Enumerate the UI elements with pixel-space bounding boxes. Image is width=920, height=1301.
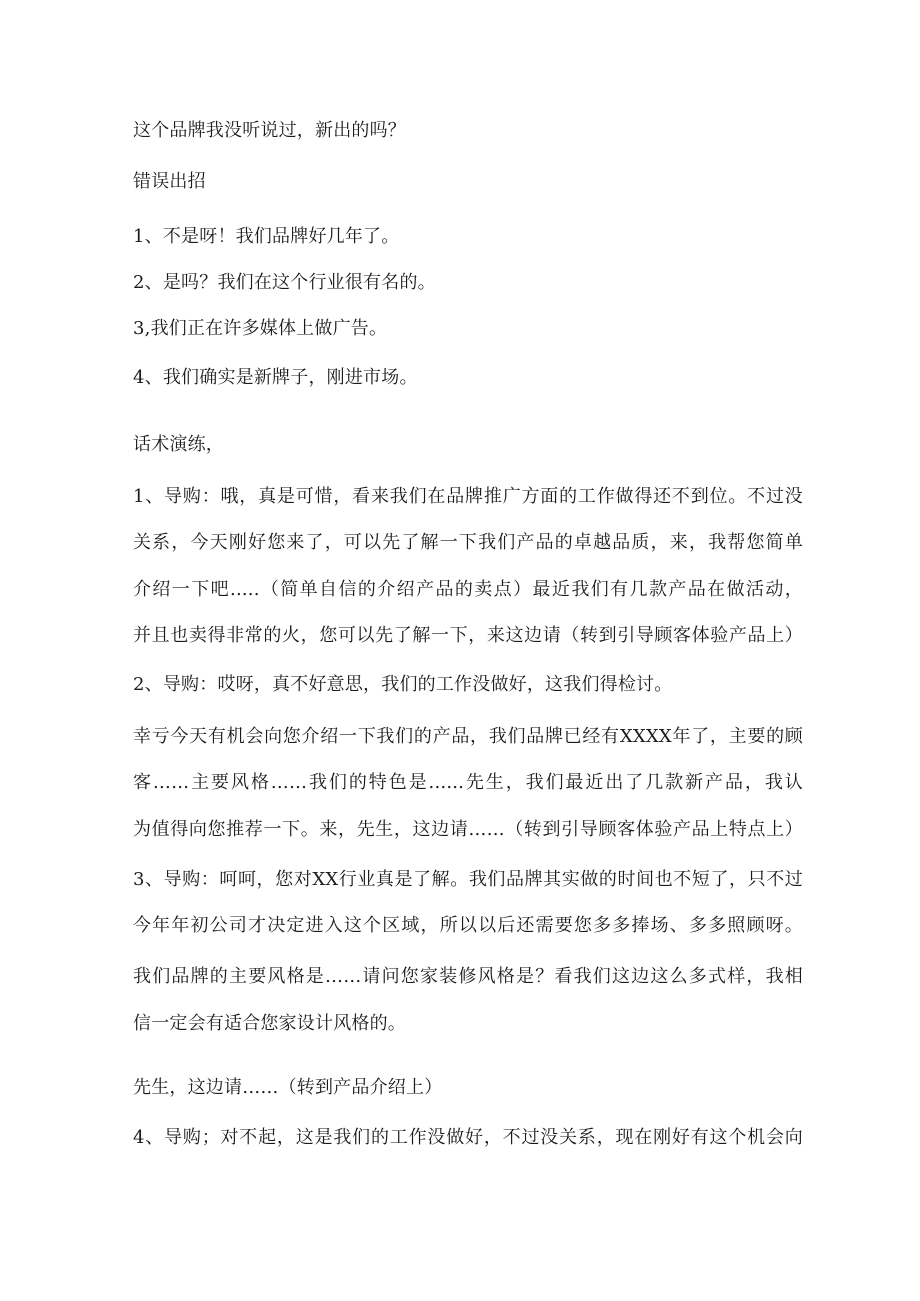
wrong-move-item: 3,我们正在许多媒体上做广告。 [133,318,388,339]
paragraph-line: 4、导购；对不起，这是我们的工作没做好，不过没关系，现在刚好有这个机会向 [133,1127,803,1148]
paragraph-line: 为值得向您推荐一下。来，先生，这边请……（转到引导顾客体验产品上特点上） [133,819,803,840]
wrong-move-item: 2、是吗？我们在这个行业很有名的。 [133,272,436,293]
wrong-move-item: 4、我们确实是新牌子，刚进市场。 [133,367,418,388]
wrong-move-item: 1、不是呀！我们品牌好几年了。 [133,226,400,247]
paragraph-line: 信一定会有适合您家设计风格的。 [133,1013,406,1034]
paragraph-line: 2、导购：哎呀，真不好意思，我们的工作没做好，这我们得检讨。 [133,674,673,695]
paragraph-line: 1、导购：哦，真是可惜，看来我们在品牌推广方面的工作做得还不到位。不过没 [133,486,803,507]
paragraph-line: 先生，这边请……（转到产品介绍上） [133,1077,443,1098]
paragraph-line: 3、导购：呵呵，您对XX行业真是了解。我们品牌其实做的时间也不短了，只不过 [133,869,803,890]
question-line: 这个品牌我没听说过，新出的吗？ [133,120,406,141]
paragraph-line: 我们品牌的主要风格是……请问您家装修风格是？看我们这边这么多式样，我相 [133,966,803,987]
section-heading-script-practice: 话术演练， [133,434,224,455]
paragraph-line: 幸亏今天有机会向您介绍一下我们的产品，我们品牌已经有XXXX年了，主要的顾 [133,726,803,747]
paragraph-line: 关系，今天刚好您来了，可以先了解一下我们产品的卓越品质，来，我帮您简单 [133,532,803,553]
paragraph-line: 客……主要风格……我们的特色是......先生，我们最近出了几款新产品，我认 [133,772,803,793]
section-heading-wrong-moves: 错误出招 [133,171,206,192]
paragraph-line: 介绍一下吧.....（简单自信的介绍产品的卖点）最近我们有几款产品在做活动， [133,579,803,600]
paragraph-line: 并且也卖得非常的火，您可以先了解一下，来这边请（转到引导顾客体验产品上） [133,625,803,646]
paragraph-line: 今年年初公司才决定进入这个区域，所以以后还需要您多多捧场、多多照顾呀。 [133,915,803,936]
